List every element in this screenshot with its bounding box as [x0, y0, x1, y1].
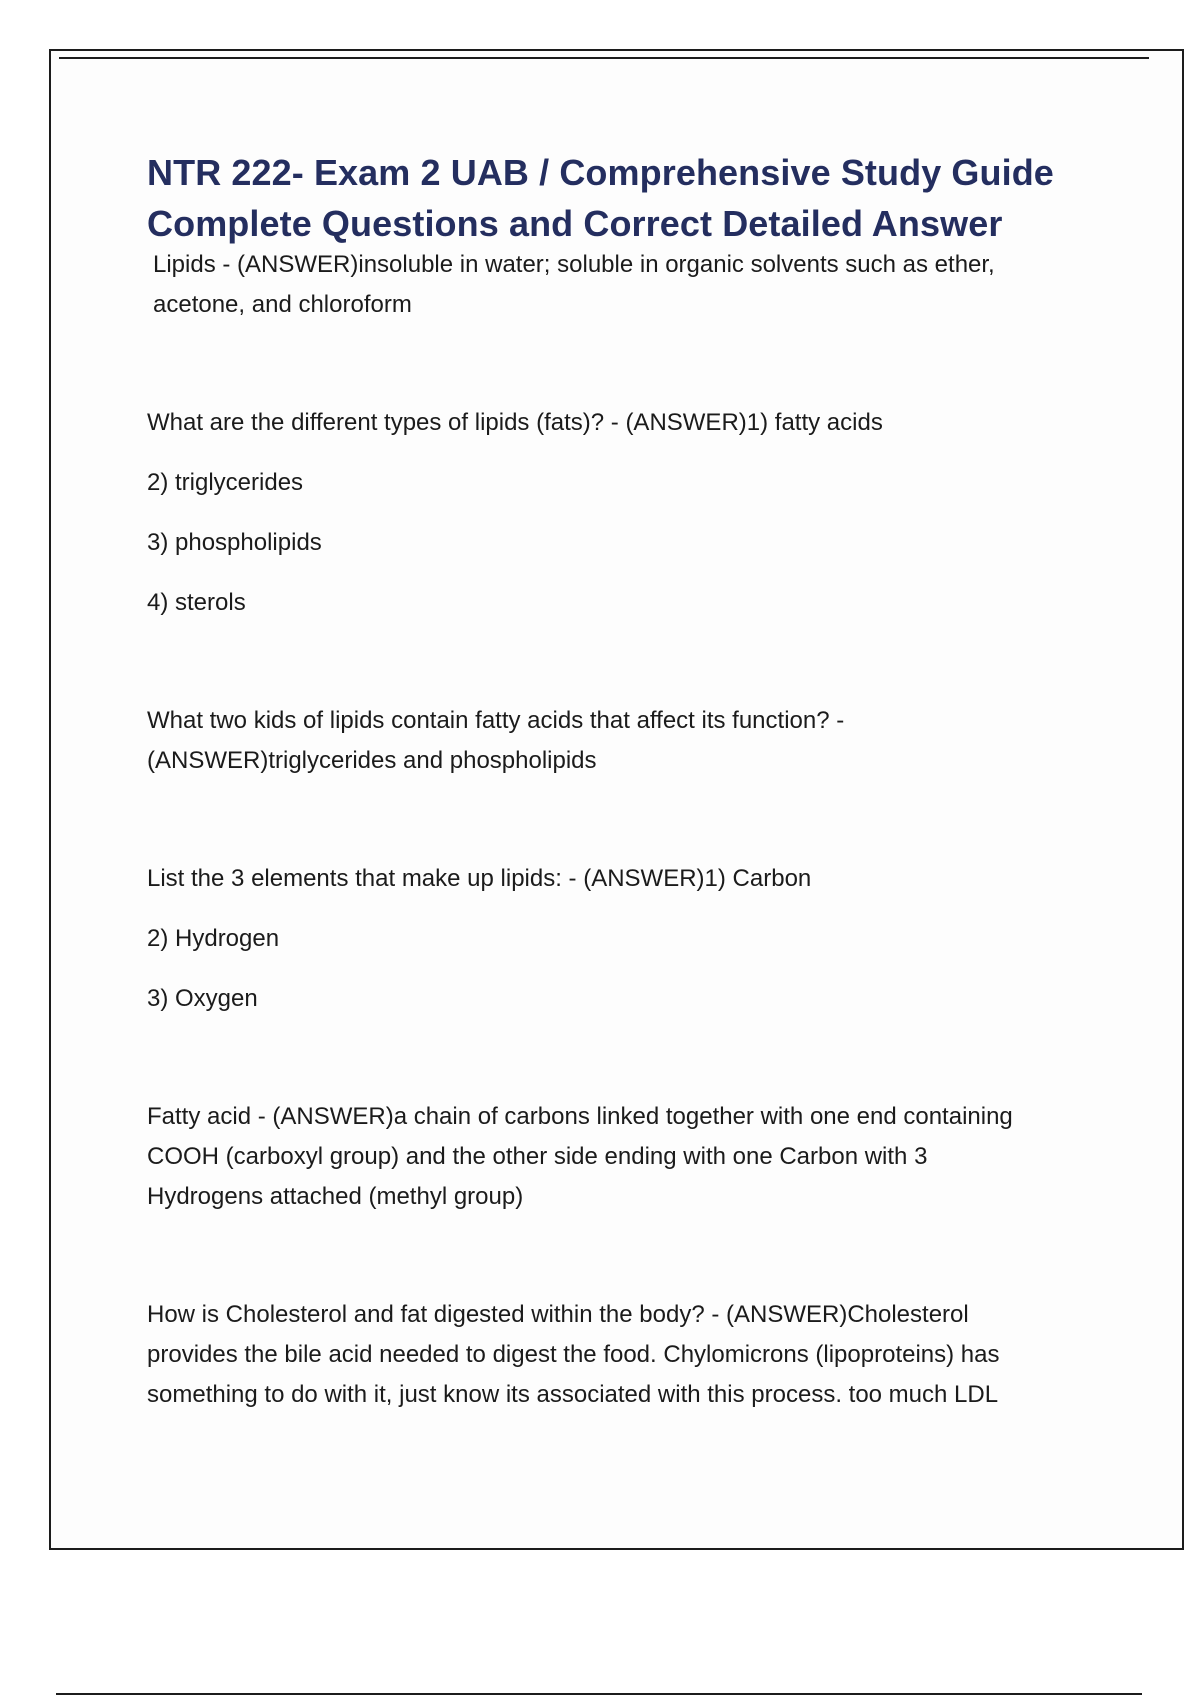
- document-title: [147, 147, 1137, 249]
- spacer: [147, 1217, 1137, 1295]
- qa-entry-lipids: [147, 245, 1137, 325]
- spacer: [147, 1019, 1137, 1097]
- title-line-2: Complete Questions and Correct Detailed Answer: [147, 203, 1003, 244]
- qa-line: (ANSWER)triglycerides and phospholipids: [147, 747, 597, 774]
- page-frame: [49, 49, 1184, 1550]
- qa-entry-cholesterol: [147, 1295, 1137, 1415]
- qa-line: What two kids of lipids contain fatty acids that affect its function? -: [147, 707, 845, 734]
- qa-list-item: 2) Hydrogen: [147, 925, 280, 952]
- spacer: [147, 623, 1137, 701]
- qa-line: Lipids - (ANSWER)insoluble in water; soluble in organic solvents such as ether,: [153, 251, 995, 278]
- title-line-1: NTR 222- Exam 2 UAB / Comprehensive Study Guide: [147, 152, 1054, 193]
- qa-entry-two-kinds: [147, 701, 1137, 781]
- qa-entry-fatty-acid: [147, 1097, 1137, 1217]
- qa-line: How is Cholesterol and fat digested within the body? - (ANSWER)Cholesterol: [147, 1301, 969, 1328]
- qa-list-item: 3) phospholipids: [147, 529, 322, 556]
- qa-question-line: List the 3 elements that make up lipids: - (ANSWER)1) Carbon: [147, 865, 812, 892]
- qa-question-line: What are the different types of lipids (fats)? - (ANSWER)1) fatty acids: [147, 409, 883, 436]
- top-rule: [59, 57, 1149, 59]
- qa-line: provides the bile acid needed to digest the food. Chylomicrons (lipoproteins) has: [147, 1341, 1000, 1368]
- bottom-rule: [56, 1693, 1142, 1695]
- qa-line: acetone, and chloroform: [153, 291, 412, 318]
- qa-list-item: 2) triglycerides: [147, 469, 304, 496]
- spacer: [147, 781, 1137, 859]
- qa-line: something to do with it, just know its associated with this process. too much LDL: [147, 1381, 999, 1408]
- spacer: [147, 325, 1137, 403]
- qa-entry-elements: [147, 859, 1137, 1019]
- qa-line: COOH (carboxyl group) and the other side ending with one Carbon with 3: [147, 1143, 928, 1170]
- qa-line: Fatty acid - (ANSWER)a chain of carbons linked together with one end containing: [147, 1103, 1013, 1130]
- qa-entry-types-of-lipids: [147, 403, 1137, 623]
- qa-list-item: 3) Oxygen: [147, 985, 258, 1012]
- qa-line: Hydrogens attached (methyl group): [147, 1183, 524, 1210]
- qa-list-item: 4) sterols: [147, 589, 246, 616]
- document-content: [147, 147, 1137, 1415]
